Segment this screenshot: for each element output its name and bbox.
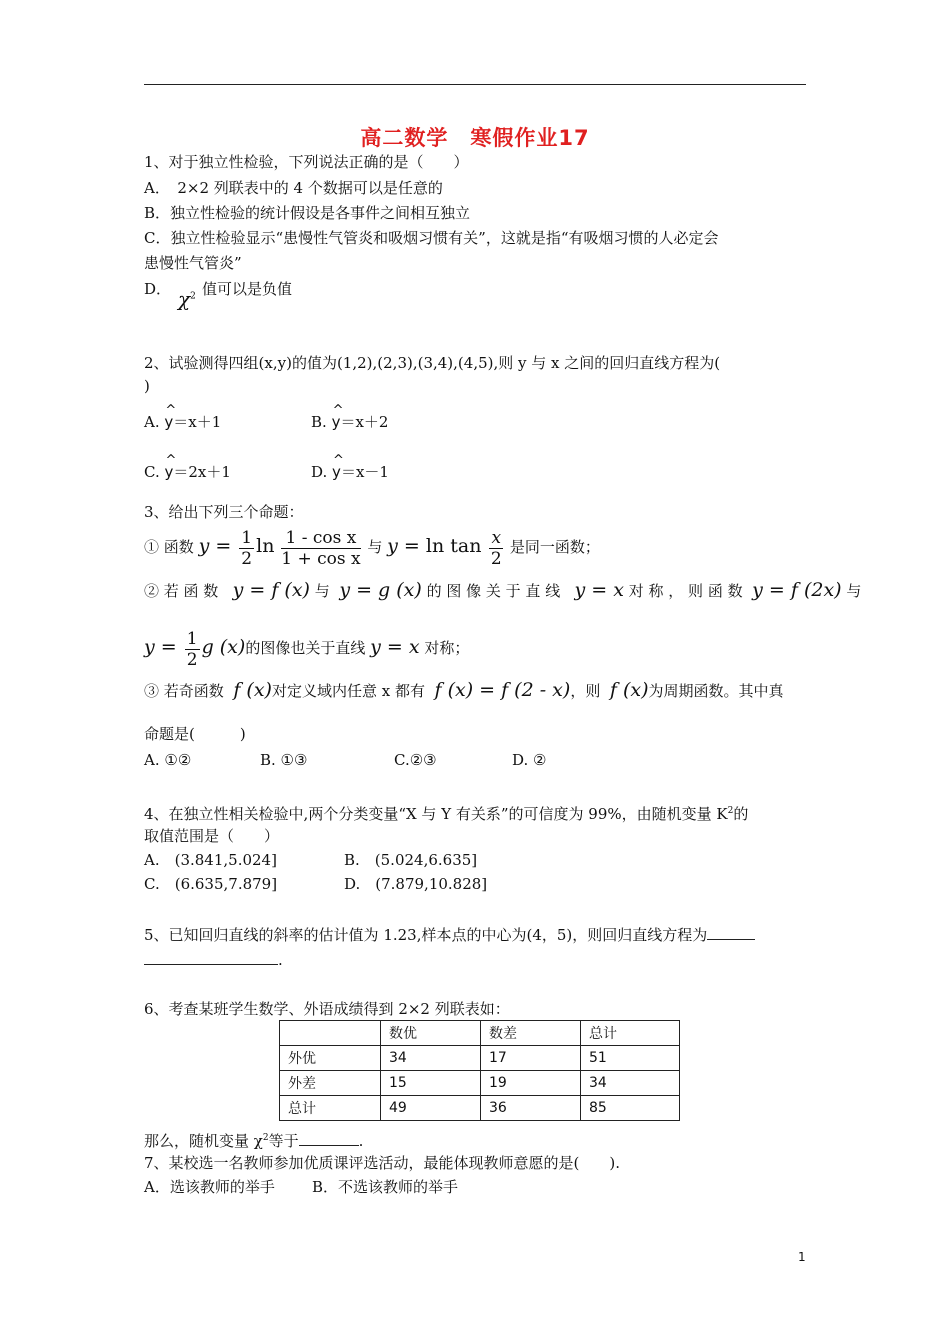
q3-proposition-2-line1: ② 若 函 数 y = f (x) 与 y = g (x) 的 图 像 关 于 直 线 y = x 对 称 ， 则 函 数 y = f (2x) 与 — [144, 579, 862, 601]
q2-option-d: D. ^ y＝x－1 — [311, 453, 389, 481]
table-cell: 数差 — [481, 1021, 581, 1046]
table-cell: 49 — [381, 1096, 481, 1121]
table-row — [280, 1071, 680, 1096]
q2-stem-line1: 2、试验测得四组(x,y)的值为(1,2),(2,3),(3,4),(4,5),则 y 与 x 之间的回归直线方程为( — [144, 354, 721, 372]
table-row — [280, 1021, 680, 1046]
table-cell: 19 — [481, 1071, 581, 1096]
q1-option-c-line1: C．独立性检验显示“患慢性气管炎和吸烟习惯有关”，这就是指“有吸烟习惯的人必定会 — [144, 229, 719, 247]
answer-blank — [299, 1131, 359, 1146]
answer-blank — [707, 925, 755, 940]
table-cell: 34 — [381, 1046, 481, 1071]
q1-option-d-text: 值可以是负值 — [202, 280, 293, 298]
q4-stem-line2: 取值范围是（ ） — [144, 827, 280, 845]
q2-option-a: A. ^ y＝x＋1 — [144, 403, 222, 431]
q7-option-b: B．不选该教师的举手 — [312, 1178, 459, 1196]
table-cell: 36 — [481, 1096, 581, 1121]
q3-option-b: B. ①③ — [260, 751, 308, 769]
table-row — [280, 1096, 680, 1121]
q3-stem-end: 命题是( ) — [144, 725, 246, 743]
q3-stem: 3、给出下列三个命题： — [144, 503, 304, 521]
q6-after-table: 那么，随机变量 $\chi^2$等于 . — [144, 1132, 364, 1150]
y-hat-symbol: ^ y — [331, 403, 344, 431]
page-title: 高二数学 寒假作业17 — [360, 126, 590, 150]
contingency-table — [279, 1020, 680, 1121]
table-cell: 15 — [381, 1071, 481, 1096]
table-row — [280, 1046, 680, 1071]
q4-option-d: D. (7.879,10.828] — [344, 875, 488, 893]
q1-option-d-label: D． — [144, 280, 172, 298]
y-hat-symbol: ^ y — [332, 453, 344, 481]
q3-proposition-1: ① 函数 y = $\frac{1}{2}$ ln $\frac{\text{1 - cos x}}{\text{1 + cos x}}$ 与 y = ln tan $\frac{x}{2}$ 是同一函数； — [144, 527, 600, 569]
table-cell: 85 — [581, 1096, 680, 1121]
table-cell: 数优 — [381, 1021, 481, 1046]
q2-option-c: C. ^ y＝2x＋1 — [144, 453, 231, 481]
chi-square-symbol: $\chi^2$ — [178, 287, 196, 311]
q2-option-b: B. ^ y＝x＋2 — [311, 403, 389, 431]
y-hat-symbol: ^ y — [164, 453, 177, 481]
q4-option-c: C. (6.635,7.879] — [144, 875, 278, 893]
table-cell: 外优 — [280, 1046, 381, 1071]
table-cell: 17 — [481, 1046, 581, 1071]
q5-stem: 5、已知回归直线的斜率的估计值为 1.23,样本点的中心为(4，5)，则回归直线方程为 — [144, 925, 755, 945]
table-cell: 34 — [581, 1071, 680, 1096]
table-cell: 51 — [581, 1046, 680, 1071]
q6-stem: 6、考查某班学生数学、外语成绩得到 2×2 列联表如： — [144, 1000, 510, 1018]
table-cell: 外差 — [280, 1071, 381, 1096]
q4-option-a: A. (3.841,5.024] — [144, 851, 277, 869]
page-number: 1 — [798, 1250, 806, 1264]
q3-proposition-2-line2: y = $\frac{1}{2}$ g (x)的图像也关于直线 y = x 对称； — [144, 628, 470, 670]
q3-proposition-3: ③ 若奇函数 f (x)对定义域内任意 x 都有 f (x) = f (2 - x)，则 f (x)为周期函数。其中真 — [144, 679, 784, 701]
q1-option-c-line2: 患慢性气管炎” — [144, 254, 242, 272]
q4-option-b: B. (5.024,6.635] — [344, 851, 478, 869]
q7-stem: 7、某校选一名教师参加优质课评选活动，最能体现教师意愿的是( ). — [144, 1154, 621, 1172]
q1-option-b: B．独立性检验的统计假设是各事件之间相互独立 — [144, 204, 471, 222]
q4-stem-line1: 4、在独立性相关检验中,两个分类变量“X 与 Y 有关系”的可信度为 99%，由随机变量 $K^2$的 — [144, 805, 749, 823]
q3-option-c: C.②③ — [394, 751, 437, 769]
q1-option-a: A． 2×2 列联表中的 4 个数据可以是任意的 — [144, 179, 443, 197]
y-hat-symbol: ^ y — [164, 403, 177, 431]
q5-stem-cont: . — [144, 950, 283, 970]
q7-option-a: A．选该教师的举手 — [144, 1178, 275, 1196]
header-rule — [144, 84, 806, 85]
q1-stem: 1、对于独立性检验，下列说法正确的是（ ） — [144, 153, 469, 171]
table-cell: 总计 — [581, 1021, 680, 1046]
q3-option-a: A. ①② — [144, 751, 192, 769]
table-cell — [280, 1021, 381, 1046]
q2-stem-line2: ) — [144, 377, 150, 395]
table-cell: 总计 — [280, 1096, 381, 1121]
q3-option-d: D. ② — [512, 751, 547, 769]
answer-blank — [144, 950, 278, 965]
